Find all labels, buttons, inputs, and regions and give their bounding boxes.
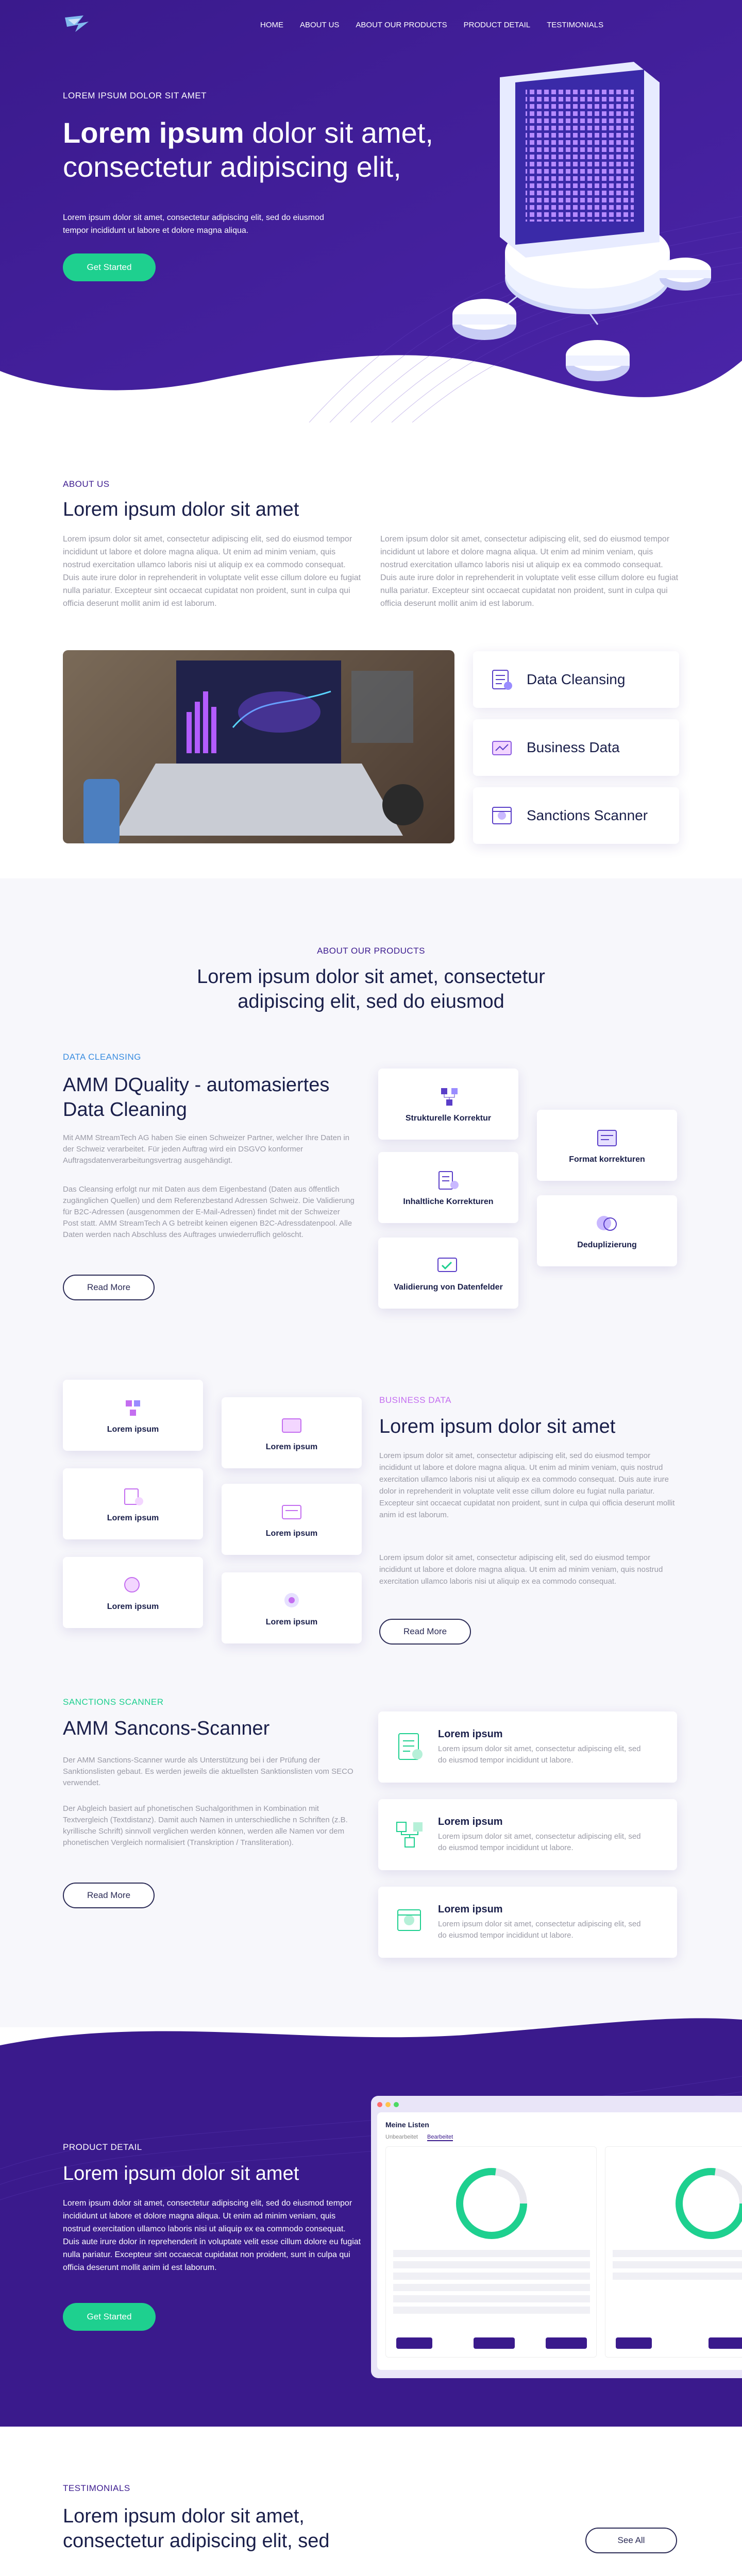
hero-text: Lorem ipsum dolor sit amet, consectetur adipiscing elit, sed do eiusmod tempor incididunt ut labore et dolore magna aliqua.: [63, 213, 324, 235]
nav-product-detail[interactable]: PRODUCT DETAIL: [463, 21, 531, 29]
top-nav: [260, 21, 603, 29]
service-label: Data Cleansing: [527, 671, 626, 687]
tile-validierung: [378, 1238, 518, 1309]
service-card-data-cleansing[interactable]: [473, 651, 679, 708]
see-all-button[interactable]: See All: [585, 2528, 677, 2553]
tile-label: Format korrekturen: [569, 1155, 645, 1164]
tile-deduplizierung: [537, 1195, 677, 1266]
cleansing-eyebrow: DATA CLEANSING: [63, 1052, 141, 1062]
tile-label: Lorem ipsum: [107, 1425, 159, 1434]
testimonials-title: [63, 2504, 330, 2553]
format-icon: [593, 1126, 621, 1150]
sanctions-title: AMM Sancons-Scanner: [63, 1718, 270, 1739]
data-cleansing-icon: [491, 668, 513, 691]
hero-eyebrow: LOREM IPSUM DOLOR SIT AMET: [63, 91, 207, 100]
sanctions-card-2: [378, 1799, 677, 1870]
sanctions-read-more-button[interactable]: Read More: [63, 1883, 155, 1908]
products-title: [0, 964, 742, 1014]
cleansing-text-2: Das Cleansing erfolgt nur mit Daten aus dem Eigenbestand (Daten aus öffentlich zugänglichen Quellen) und dem Referenzbestand Adressen Schweiz. Die Validierung für B2C-Adressen (ausgenommen der E-Mail-Adressen) findet mit der Schweizer Post statt. AMM StreamTech A G betreibt keinen eigenen B2C-Adressdatenpool. Alle Daten werden nach Abschluss des Auftrages unwiederruflich gelöscht.: [63, 1185, 355, 1239]
app-tab-bearbeitet[interactable]: Bearbeitet: [427, 2134, 453, 2140]
business-data-icon: [491, 736, 513, 759]
tile-label: Validierung von Datenfelder: [394, 1283, 503, 1292]
business-tile-2: [63, 1468, 203, 1539]
business-tile-icon: [277, 1414, 306, 1437]
app-tab-unbearbeitet[interactable]: Unbearbeitet: [385, 2134, 418, 2140]
cleansing-text-1: Mit AMM StreamTech AG haben Sie einen Schweizer Partner, welcher Ihre Daten in der Schweiz verarbeitet. Für jeden Auftrag wird ein DSGVO konformer Auftragsdatenverarbeitungsvertrag ausgehändigt.: [63, 1133, 350, 1165]
service-card-sanctions-scanner[interactable]: [473, 787, 679, 844]
detail-text: Lorem ipsum dolor sit amet, consectetur adipiscing elit, sed do eiusmod tempor incididunt ut labore et dolore magna aliqua. Ut enim ad minim veniam, quis nostrud exercitation ullamco laboris nisi ut aliquip ex ea commodo consequat. Duis aute irure dolor in reprehenderit in voluptate velit esse cillum dolore eu fugiat nulla pariatur. Excepteur sint occaecat cupidatat non proident, sunt in culpa qui officia deserunt mollit anim id est laborum.: [63, 2199, 361, 2272]
card-text: Lorem ipsum dolor sit amet, consectetur adipiscing elit, sed do eiusmod tempor incididunt ut labore.: [438, 1832, 641, 1852]
card-title: Lorem ipsum: [438, 1728, 503, 1740]
detail-title: Lorem ipsum dolor sit amet: [63, 2163, 299, 2184]
hero-title-bold: Lorem ipsum: [63, 116, 244, 149]
scan-icon: [394, 1906, 427, 1939]
document-icon: [394, 1731, 427, 1764]
business-tile-6: [222, 1572, 362, 1643]
app-window: [371, 2096, 742, 2378]
hero-title: [63, 116, 465, 184]
dedup-icon: [593, 1212, 621, 1235]
tile-label: Lorem ipsum: [265, 1443, 318, 1451]
business-tile-1: [63, 1380, 203, 1451]
card-text: Lorem ipsum dolor sit amet, consectetur adipiscing elit, sed do eiusmod tempor incididunt ut labore.: [438, 1919, 641, 1940]
sanctions-card-3: [378, 1887, 677, 1958]
business-tile-icon: [277, 1500, 306, 1524]
sanctions-text-1: Der AMM Sanctions-Scanner wurde als Unterstützung bei i der Prüfung der Sanktionslisten gebaut. Es werden jeweils die aktuellsten Sanktionslisten vom SECO verwendet.: [63, 1756, 353, 1787]
testimonials-eyebrow: TESTIMONIALS: [63, 2483, 130, 2493]
nav-home[interactable]: HOME: [260, 21, 283, 29]
about-text-col1: Lorem ipsum dolor sit amet, consectetur adipiscing elit, sed do eiusmod tempor incididunt ut labore et dolore magna aliqua. Ut enim ad minim veniam, quis nostrud exercitation ullamco laboris nisi ut aliquip ex ea commodo consequat. Duis aute irure dolor in reprehenderit in voluptate velit esse cillum dolore eu fugiat nulla pariatur. Excepteur sint occaecat cupidatat non proident, sunt in culpa qui officia deserunt mollit anim id est laborum.: [63, 535, 361, 608]
hero-title-rest: dolor sit amet,: [244, 116, 433, 149]
tile-label: Inhaltliche Korrekturen: [403, 1197, 494, 1206]
products-eyebrow: ABOUT OUR PRODUCTS: [317, 946, 425, 956]
card-title: Lorem ipsum: [438, 1816, 503, 1827]
cleansing-read-more-button[interactable]: Read More: [63, 1275, 155, 1300]
cleansing-title-line1: AMM DQuality - automasiertes: [63, 1074, 330, 1096]
app-panel-2: [605, 2146, 742, 2358]
about-title: Lorem ipsum dolor sit amet: [63, 499, 299, 520]
tile-label: Strukturelle Korrektur: [405, 1114, 492, 1123]
get-started-button[interactable]: Get Started: [63, 253, 156, 281]
business-tile-icon: [277, 1589, 306, 1613]
cleansing-title: [63, 1073, 329, 1122]
sanctions-card-1: [378, 1711, 677, 1783]
service-card-business-data[interactable]: [473, 719, 679, 776]
tile-format-korrekturen: [537, 1110, 677, 1181]
content-icon: [434, 1168, 463, 1192]
business-tile-icon: [119, 1485, 147, 1509]
business-text-1: Lorem ipsum dolor sit amet, consectetur adipiscing elit, sed do eiusmod tempor incididunt ut labore et dolore magna aliqua. Ut enim ad minim veniam, quis nostrud exercitation ullamco laboris nisi ut aliquip ex ea commodo consequat. Duis aute irure dolor in reprehenderit in voluptate velit esse cillum dolore eu fugiat nulla pariatur. Excepteur sint occaecat cupidatat non proident, sunt in culpa qui officia deserunt mollit anim id est laborum.: [379, 1451, 675, 1519]
nav-about-us[interactable]: ABOUT US: [300, 21, 340, 29]
card-text: Lorem ipsum dolor sit amet, consectetur adipiscing elit, sed do eiusmod tempor incididunt ut labore.: [438, 1744, 641, 1765]
business-tile-5: [222, 1484, 362, 1555]
detail-get-started-button[interactable]: Get Started: [63, 2303, 156, 2331]
business-text-2: Lorem ipsum dolor sit amet, consectetur adipiscing elit, sed do eiusmod tempor incididunt ut labore et dolore magna aliqua. Ut enim ad minim veniam, quis nostrud exercitation ullamco laboris nisi ut aliquip ex ea commodo consequat.: [379, 1553, 663, 1586]
network-icon: [394, 1818, 427, 1851]
server-illustration: [443, 46, 732, 407]
hero-section: [0, 0, 742, 422]
testimonials-title-line1: Lorem ipsum dolor sit amet,: [63, 2505, 305, 2527]
about-eyebrow: ABOUT US: [63, 479, 110, 489]
tile-label: Lorem ipsum: [107, 1514, 159, 1522]
sanctions-text-2: Der Abgleich basiert auf phonetischen Suchalgorithmen in Kombination mit Textvergleich (Textdistanz). Damit auch Namen in unterschiedliche n Schriften (z.B. kyrillische Schrift) sinnvoll verglichen werden können, werden alle Namen vor dem phonetischen Vergleich normalisiert (Transkription / Transliteration).: [63, 1804, 348, 1847]
tile-strukturelle-korrektur: [378, 1069, 518, 1140]
business-title: Lorem ipsum dolor sit amet: [379, 1416, 616, 1437]
nav-testimonials[interactable]: TESTIMONIALS: [547, 21, 604, 29]
tile-label: Deduplizierung: [577, 1241, 637, 1249]
nav-about-products[interactable]: ABOUT OUR PRODUCTS: [356, 21, 447, 29]
business-read-more-button[interactable]: Read More: [379, 1619, 471, 1645]
hero-title-line2: consectetur adipiscing elit,: [63, 150, 401, 183]
business-tile-3: [63, 1557, 203, 1628]
business-eyebrow: BUSINESS DATA: [379, 1395, 452, 1405]
card-title: Lorem ipsum: [438, 1903, 503, 1915]
cleansing-title-line2: Data Cleaning: [63, 1099, 187, 1121]
tile-label: Lorem ipsum: [265, 1618, 318, 1626]
sanctions-scanner-icon: [491, 804, 513, 827]
sanctions-eyebrow: SANCTIONS SCANNER: [63, 1697, 164, 1707]
about-text-col2: Lorem ipsum dolor sit amet, consectetur adipiscing elit, sed do eiusmod tempor incididunt ut labore et dolore magna aliqua. Ut enim ad minim veniam, quis nostrud exercitation ullamco laboris nisi ut aliquip ex ea commodo consequat. Duis aute irure dolor in reprehenderit in voluptate velit esse cillum dolore eu fugiat nulla pariatur. Excepteur sint occaecat cupidatat non proident, sunt in culpa qui officia deserunt mollit anim id est laborum.: [380, 535, 679, 608]
products-title-line2: adipiscing elit, sed do eiusmod: [238, 991, 504, 1012]
service-label: Sanctions Scanner: [527, 807, 648, 823]
logo[interactable]: [63, 14, 91, 33]
app-title: Meine Listen: [385, 2121, 429, 2129]
structure-icon: [434, 1085, 463, 1109]
service-label: Business Data: [527, 739, 620, 755]
tile-inhaltliche-korrekturen: [378, 1152, 518, 1223]
products-title-line1: Lorem ipsum dolor sit amet, consectetur: [197, 966, 545, 988]
app-panel-1: [385, 2146, 597, 2358]
testimonials-title-line2: consectetur adipiscing elit, sed: [63, 2530, 330, 2552]
detail-eyebrow: PRODUCT DETAIL: [63, 2142, 142, 2152]
tile-label: Lorem ipsum: [107, 1602, 159, 1611]
tile-label: Lorem ipsum: [265, 1529, 318, 1538]
business-tile-icon: [119, 1396, 147, 1420]
about-photo: [63, 650, 454, 843]
business-tile-4: [222, 1397, 362, 1468]
validation-icon: [434, 1254, 463, 1278]
business-tile-icon: [119, 1573, 147, 1597]
